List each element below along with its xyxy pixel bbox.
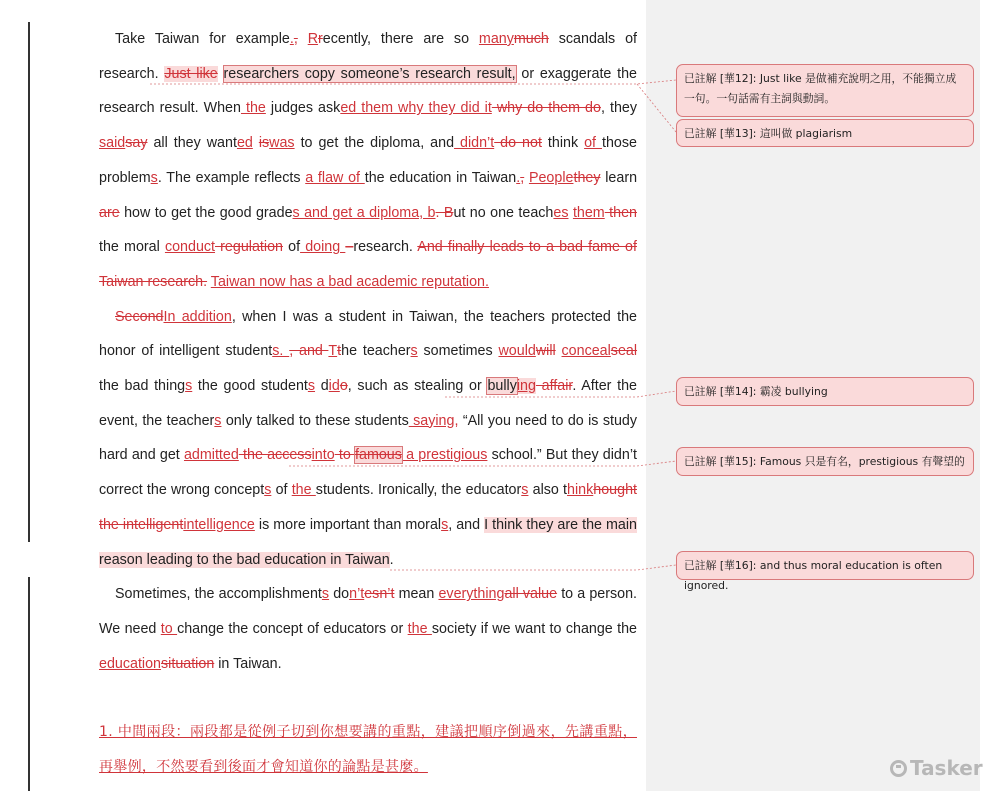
body-text: the good student	[192, 378, 308, 395]
comment-tag: 已註解 [華15]:	[684, 455, 757, 468]
body-text: mean	[394, 586, 439, 603]
body-text: in Taiwan.	[214, 655, 282, 672]
deleted-text: the intelligent	[99, 516, 184, 533]
deleted-text: are	[99, 204, 120, 221]
comment-bubble-14[interactable]	[676, 377, 974, 406]
body-text: , and	[448, 516, 485, 533]
highlighted-text: researchers copy someone’s research result,	[223, 65, 516, 82]
inserted-text: s	[521, 482, 529, 499]
body-text: to a person. We need	[99, 586, 638, 637]
body-text: scandals of research.	[99, 31, 637, 82]
body-text: only talked to these students	[221, 412, 409, 429]
deleted-text: –	[345, 239, 354, 256]
deleted-text: ,	[293, 31, 298, 47]
body-text: all they want	[147, 135, 237, 152]
inserted-text: ed them why they did it	[340, 100, 492, 117]
deleted-text: famous	[355, 447, 402, 464]
inserted-text: the	[240, 100, 266, 117]
deleted-text: the access	[238, 447, 312, 464]
watermark-text: Tasker	[910, 756, 983, 780]
comment-tag: 已註解 [華12]:	[684, 72, 757, 85]
comment-bubble-13[interactable]	[676, 119, 974, 147]
inserted-text: R	[307, 31, 319, 47]
body-text: he teacher	[341, 343, 411, 360]
inserted-text: s	[441, 516, 449, 533]
inserted-text: doing	[300, 239, 346, 256]
deleted-text: is	[258, 135, 270, 152]
comment-tag: 已註解 [華13]:	[684, 127, 757, 140]
inserted-text: Taiwan now has a bad academic reputation.	[210, 273, 489, 290]
deleted-text: Just like	[164, 65, 218, 82]
deleted-text: o	[339, 378, 348, 395]
body-text: . The example reflects	[157, 169, 306, 186]
comment-text: Famous 只是有名，prestigious 有聲望的	[759, 455, 965, 468]
body-text: Take Taiwan for example	[115, 31, 290, 47]
inserted-text: said	[99, 135, 126, 152]
deleted-text: they	[573, 169, 601, 186]
comment-text: Just like 是做補充說明之用，不能獨立成一句。一句話需有主詞與動詞。	[684, 72, 957, 105]
body-text: . After the event, the teacher	[99, 378, 637, 429]
deleted-text: say	[125, 135, 148, 152]
body-text: do	[329, 586, 350, 603]
deleted-text: then	[604, 204, 637, 221]
deleted-text: . B	[435, 204, 454, 221]
inserted-text: ing	[516, 378, 536, 395]
inserted-text: education	[99, 655, 162, 672]
inserted-text: to	[160, 620, 178, 637]
reviewer-note-text: 1. 中間兩段：兩段都是從例子切到你想要講的重點，建議把順序倒過來，先講重點，再舉例，不然要看到後面才會知道你的論點是甚麼。	[99, 724, 637, 776]
inserted-text: was	[269, 135, 295, 152]
inserted-text: would	[498, 343, 536, 360]
deleted-text: , and	[289, 343, 329, 360]
inserted-text: In addition	[163, 308, 232, 325]
body-text: .	[389, 551, 394, 568]
comment-bubble-15[interactable]	[676, 447, 974, 476]
deleted-text: esn’t	[364, 586, 395, 603]
comment-text: 霸凌 bullying	[759, 385, 828, 398]
body-text: students. Ironically, the educator	[315, 482, 522, 499]
body-text: judges ask	[265, 100, 341, 117]
deleted-text: hought	[593, 482, 637, 499]
body-text: is more important than moral	[254, 516, 442, 533]
inserted-text: the	[291, 482, 316, 499]
body-text: also t	[528, 482, 568, 499]
inserted-text: a prestigious	[401, 447, 488, 464]
inserted-text: many	[478, 31, 514, 47]
inserted-text: everything	[438, 586, 505, 603]
inserted-text: into	[311, 447, 335, 464]
comment-tag: 已註解 [華14]:	[684, 385, 757, 398]
deleted-text: to	[334, 447, 356, 464]
inserted-text: s	[321, 586, 330, 603]
body-text: to get the diploma, and	[294, 135, 455, 152]
body-text: ut no one teach	[453, 204, 554, 221]
paragraph-2	[99, 300, 637, 578]
comment-text: and thus moral education is often ignored.	[684, 559, 943, 592]
body-text: d	[315, 378, 329, 395]
body-text: research.	[353, 239, 418, 256]
body-text: “All you need to do is study hard and get	[99, 412, 638, 464]
inserted-text: T	[328, 343, 338, 360]
body-text: , they	[600, 100, 637, 117]
body-text: change the concept of educators or	[177, 620, 408, 637]
deleted-text: why do them do	[491, 100, 601, 117]
body-text: how to get the good grade	[119, 204, 293, 221]
body-text: of	[271, 482, 292, 499]
inserted-text: s	[214, 412, 222, 429]
highlighted-text: bully	[487, 378, 517, 395]
deleted-text: affair	[535, 378, 573, 395]
deleted-text: Second	[115, 308, 164, 325]
body-text: the moral	[99, 239, 165, 256]
body-text: or exaggerate the research result. When	[99, 65, 637, 117]
inserted-text: them	[572, 204, 605, 221]
inserted-text: id	[328, 378, 340, 395]
deleted-text: ,	[520, 169, 525, 186]
change-bar-1	[28, 22, 30, 542]
inserted-text: the	[407, 620, 432, 637]
deleted-text: seal	[610, 343, 638, 360]
deleted-text: t	[337, 343, 342, 360]
deleted-text: all value	[504, 586, 558, 603]
comment-text: 這叫做 plagiarism	[759, 127, 853, 140]
inserted-text: s	[307, 378, 316, 395]
body-text: society if we want to change the	[431, 620, 638, 637]
body-text: of	[282, 239, 301, 256]
body-text: learn	[600, 169, 638, 186]
inserted-text: hink	[567, 482, 594, 499]
deleted-text: And finally leads to a bad fame of Taiwan research.	[99, 239, 637, 290]
inserted-text: s	[264, 482, 272, 499]
inserted-text: es	[553, 204, 569, 221]
body-text: those problem	[99, 135, 637, 186]
inserted-text: didn’t	[454, 135, 495, 152]
inserted-text: s	[410, 343, 418, 360]
reviewer-note	[99, 715, 637, 784]
inserted-text: s	[150, 169, 158, 186]
inserted-text: ed	[236, 135, 253, 152]
body-text: , when I was a student in Taiwan, the teachers protected the honor of intelligent student	[99, 308, 637, 360]
inserted-text: n’t	[349, 586, 365, 603]
body-text: ecently, there are so	[322, 31, 479, 47]
deleted-text: situation	[161, 655, 215, 672]
inserted-text: a flaw of	[305, 169, 365, 186]
comment-bubble-12[interactable]	[676, 64, 974, 117]
highlighted-text: I think they are the main reason leading to the bad education in Taiwan	[99, 516, 637, 568]
body-text	[298, 31, 308, 47]
inserted-text: .	[516, 169, 521, 186]
comment-bubble-16[interactable]	[676, 551, 974, 592]
tasker-logo-icon	[890, 760, 907, 777]
inserted-text: conceal	[561, 343, 611, 360]
document-body	[99, 22, 637, 785]
body-text: think	[541, 135, 585, 152]
deleted-text: do not	[494, 135, 542, 152]
inserted-text: s	[185, 378, 193, 395]
window-edge	[980, 0, 1000, 791]
change-bar-2	[28, 577, 30, 791]
body-text: sometimes	[417, 343, 499, 360]
body-text: school.” But they didn’t correct the wrong concept	[99, 447, 637, 499]
deleted-text: much	[513, 31, 549, 47]
body-text: the bad thing	[99, 378, 186, 395]
body-text: the education in Taiwan	[364, 169, 517, 186]
inserted-text: s.	[272, 343, 290, 360]
deleted-text: r	[318, 31, 323, 47]
comment-tag: 已註解 [華16]:	[684, 559, 757, 572]
deleted-text: will	[535, 343, 556, 360]
inserted-text: of	[584, 135, 602, 152]
inserted-text: conduct	[164, 239, 216, 256]
watermark	[890, 756, 983, 780]
inserted-text: admitted	[183, 447, 239, 464]
body-text	[218, 66, 224, 82]
body-text: Sometimes, the accomplishment	[115, 586, 322, 603]
paragraph-1	[99, 22, 637, 300]
paragraph-3	[99, 577, 637, 681]
inserted-text: saying,	[408, 412, 459, 429]
body-text: , such as stealing or	[347, 378, 488, 395]
deleted-text: regulation	[215, 239, 283, 256]
inserted-text: intelligence	[183, 516, 255, 533]
inserted-text: People	[528, 169, 574, 186]
inserted-text: .	[289, 31, 294, 47]
inserted-text: s and get a diploma, b	[292, 204, 436, 221]
